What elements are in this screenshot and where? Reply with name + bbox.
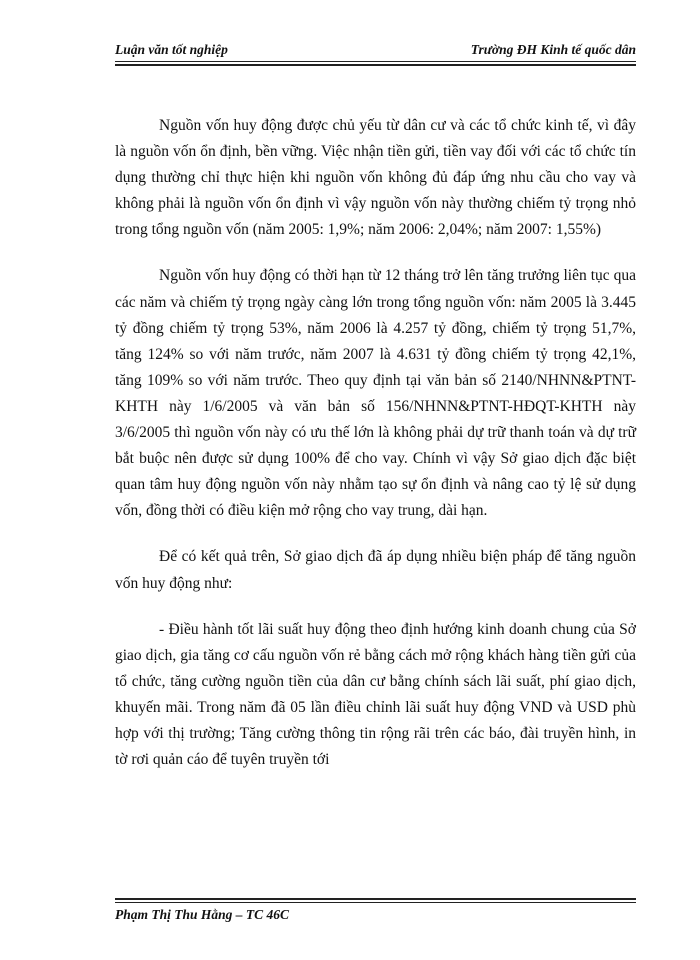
paragraph-interest-rate-measure: - Điều hành tốt lãi suất huy động theo định hướng kinh doanh chung của Sở giao dịch, gia tăng cơ cấu nguồn vốn rẻ bằng cách mở rộng khách hàng tiền gửi của tổ chức, tăng cường nguồn tiền của dân cư bằng chính sách lãi suất, phí giao dịch, khuyến mãi. Trong năm đã 05 lần điều chỉnh lãi suất huy động VND và USD phù hợp với thị trường; Tăng cường thông tin rộng rãi trên các báo, đài truyền hình, in tờ rơi quản cáo để tuyên truyền tới [115, 620, 636, 769]
header-divider-thin [115, 61, 636, 62]
paragraph-capital-sources: Nguồn vốn huy động được chủ yếu từ dân cư và các tổ chức kinh tế, vì đây là nguồn vốn ổn định, bền vững. Việc nhận tiền gửi, tiền vay đối với các tổ chức tín dụng thường chỉ thực hiện khi nguồn vốn không đủ đáp ứng nhu cầu cho vay và không phải là nguồn vốn ổn định vì vậy nguồn vốn này thường chiếm tỷ trọng nhỏ trong tổng nguồn vốn (năm 2005: 1,9%; năm 2006: 2,04%; năm 2007: 1,55%) [115, 117, 636, 239]
page-footer-author: Phạm Thị Thu Hằng – TC 46C [115, 907, 290, 922]
footer-divider-thin [115, 902, 636, 903]
footer-divider-thick [115, 898, 636, 900]
paragraph-measures-intro: Để có kết quả trên, Sở giao dịch đã áp dụng nhiều biện pháp để tăng nguồn vốn huy động như: [115, 548, 636, 592]
header-university: Trường ĐH Kinh tế quốc dân [470, 42, 636, 57]
page-body [115, 113, 636, 793]
header-divider-thick [115, 64, 636, 66]
page-header [115, 40, 636, 60]
header-thesis-label: Luận văn tốt nghiệp [115, 42, 228, 57]
paragraph-long-term-capital: Nguồn vốn huy động có thời hạn từ 12 tháng trở lên tăng trưởng liên tục qua các năm và chiếm tỷ trọng ngày càng lớn trong tổng nguồn vốn: năm 2005 là 3.445 tỷ đồng chiếm tỷ trọng 53%, năm 2006 là 4.257 tỷ đồng, chiếm tỷ trọng 51,7%, tăng 124% so với năm trước, năm 2007 là 4.631 tỷ đồng chiếm tỷ trọng 42,1%, tăng 109% so với năm trước. Theo quy định tại văn bản số 2140/NHNN&PTNT-KHTH này 1/6/2005 và văn bản số 156/NHNN&PTNT-HĐQT-KHTH này 3/6/2005 thì nguồn vốn này có ưu thế lớn là không phải dự trữ thanh toán và dự trữ bắt buộc nên được sử dụng 100% để cho vay. Chính vì vậy Sở giao dịch đặc biệt quan tâm huy động nguồn vốn này nhằm tạo sự ổn định và nâng cao tỷ lệ sử dụng vốn, đồng thời có điều kiện mở rộng cho vay trung, dài hạn. [115, 267, 636, 520]
